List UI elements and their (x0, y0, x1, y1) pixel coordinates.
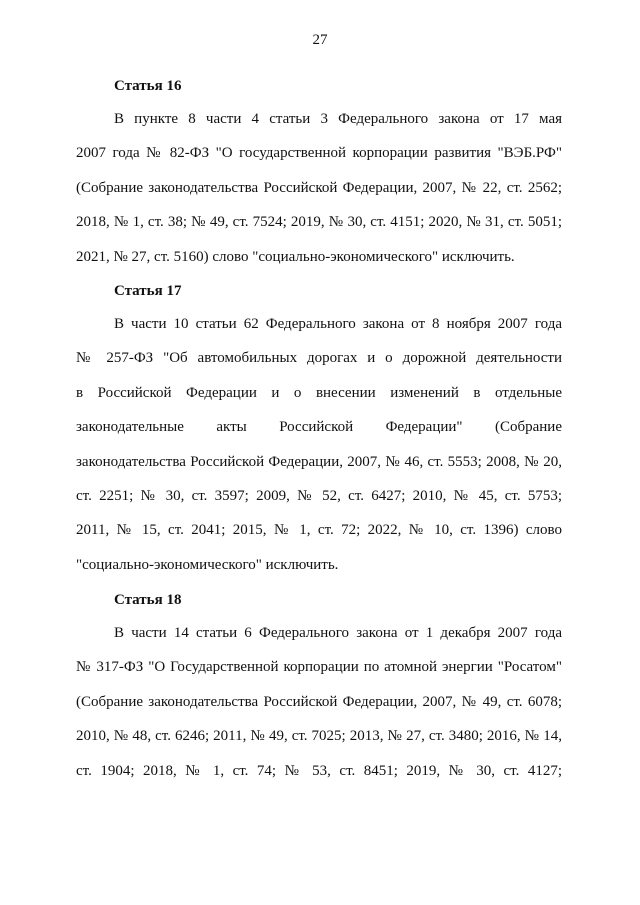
text-line: В пункте 8 части 4 статьи 3 Федерального закона от 17 мая (114, 111, 562, 127)
text-line: законодательства Российской Федерации, 2007, № 46, ст. 5553; 2008, № 20, (76, 453, 562, 470)
text-line: (Собрание законодательства Российской Федерации, 2007, № 22, ст. 2562; (76, 179, 562, 196)
text-line: В части 10 статьи 62 Федерального закона от 8 ноября 2007 года (114, 316, 562, 332)
page-number: 27 (312, 32, 328, 48)
text-line: (Собрание законодательства Российской Федерации, 2007, № 49, ст. 6078; (76, 693, 562, 710)
text-line: 2018, № 1, ст. 38; № 49, ст. 7524; 2019, № 30, ст. 4151; 2020, № 31, ст. 5051; (76, 214, 562, 231)
text-line: ст. 1904; 2018, № 1, ст. 74; № 53, ст. 8451; 2019, № 30, ст. 4127; (76, 762, 562, 779)
article-16-body (76, 102, 562, 274)
article-17-paragraph (76, 307, 562, 582)
article-18-heading: Статья 18 (114, 592, 182, 608)
text-line: № 317-ФЗ "О Государственной корпорации по атомной энергии "Росатом" (76, 659, 562, 676)
text-line: 2021, № 27, ст. 5160) слово "социально-экономического" исключить. (76, 248, 515, 265)
article-17-heading: Статья 17 (114, 283, 182, 299)
text-line: 2011, № 15, ст. 2041; 2015, № 1, ст. 72; 2022, № 10, ст. 1396) слово (76, 522, 562, 539)
text-line: В части 14 статьи 6 Федерального закона от 1 декабря 2007 года (114, 625, 562, 641)
text-line: законодательные акты Российской Федерации" (Собрание (76, 419, 562, 436)
text-line: 2010, № 48, ст. 6246; 2011, № 49, ст. 7025; 2013, № 27, ст. 3480; 2016, № 14, (76, 728, 562, 745)
article-17-body (76, 307, 562, 582)
text-line: № 257-ФЗ "Об автомобильных дорогах и о дорожной деятельности (76, 350, 562, 367)
article-18-body (76, 616, 562, 788)
article-16-paragraph (76, 102, 562, 274)
article-18-paragraph (76, 616, 562, 788)
text-line: "социально-экономического" исключить. (76, 556, 339, 573)
article-16-heading: Статья 16 (114, 78, 182, 94)
text-line: в Российской Федерации и о внесении изменений в отдельные (76, 384, 562, 401)
text-line: 2007 года № 82-ФЗ "О государственной корпорации развития "ВЭБ.РФ" (76, 145, 562, 162)
text-line: ст. 2251; № 30, ст. 3597; 2009, № 52, ст. 6427; 2010, № 45, ст. 5753; (76, 488, 562, 505)
